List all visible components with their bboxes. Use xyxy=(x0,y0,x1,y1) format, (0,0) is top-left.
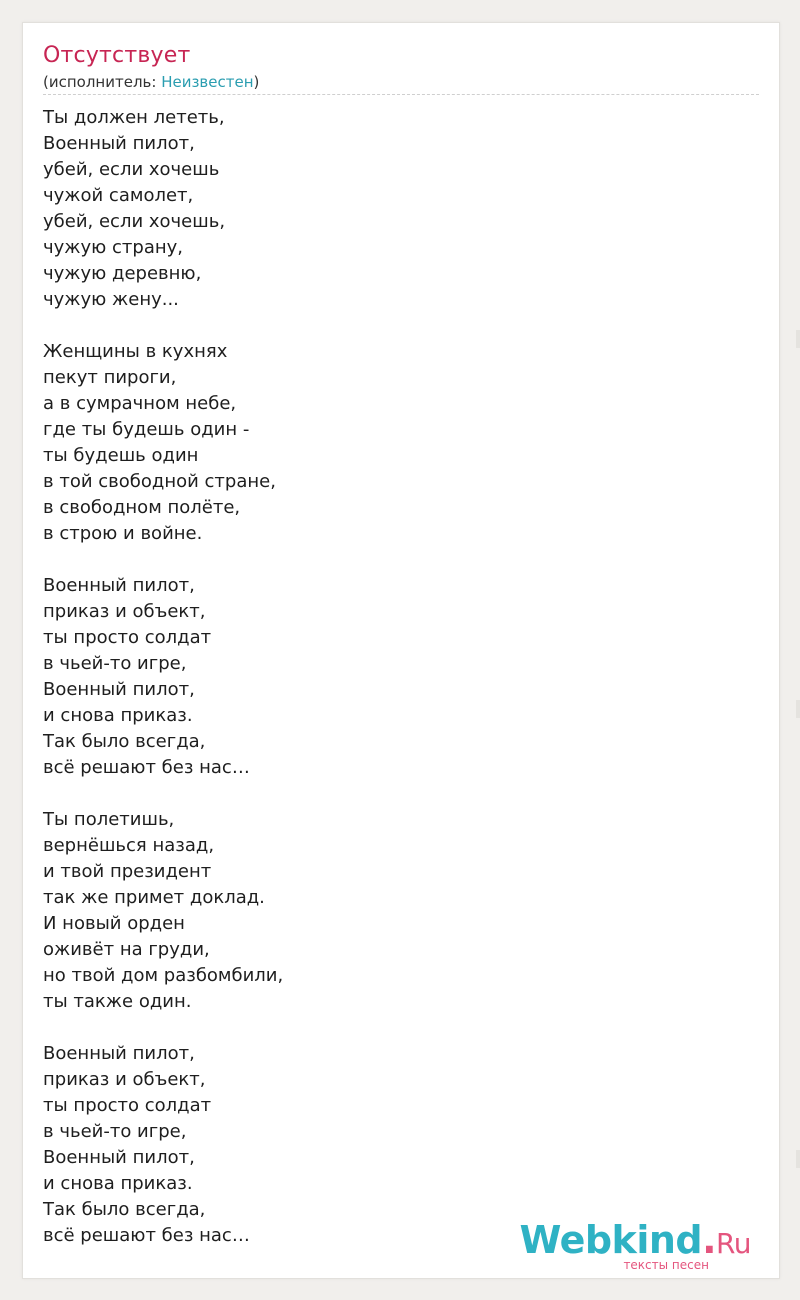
lyric-line: оживёт на груди, xyxy=(43,939,210,960)
logo-tagline: тексты песен xyxy=(623,1258,709,1272)
logo-tld: Ru xyxy=(716,1227,751,1260)
lyric-line: чужую жену... xyxy=(43,289,179,310)
lyric-line: Так было всегда, xyxy=(43,731,206,752)
lyric-line: Женщины в кухнях xyxy=(43,341,228,362)
logo-brand: Webkind xyxy=(519,1218,703,1262)
artist-line xyxy=(43,73,259,91)
lyric-line: ты просто солдат xyxy=(43,1095,212,1116)
lyrics-card xyxy=(22,22,780,1279)
lyric-line: приказ и объект, xyxy=(43,1069,206,1090)
lyric-line: ты будешь один xyxy=(43,445,199,466)
stanza xyxy=(43,807,283,1015)
lyric-line: но твой дом разбомбили, xyxy=(43,965,284,986)
artist-suffix: ) xyxy=(253,73,260,91)
lyric-line: Ты должен лететь, xyxy=(43,107,225,128)
lyric-line: Военный пилот, xyxy=(43,133,195,154)
artist-prefix: (исполнитель: xyxy=(43,73,162,91)
lyric-line: Военный пилот, xyxy=(43,1147,195,1168)
lyric-line: ты также один. xyxy=(43,991,192,1012)
lyric-line: Военный пилот, xyxy=(43,1043,195,1064)
lyric-line: и снова приказ. xyxy=(43,1173,193,1194)
artist-link[interactable]: Неизвестен xyxy=(161,73,254,91)
lyric-line: всё решают без нас… xyxy=(43,1225,250,1246)
lyric-line: а в сумрачном небе, xyxy=(43,393,237,414)
lyric-line: и снова приказ. xyxy=(43,705,193,726)
lyric-line: Ты полетишь, xyxy=(43,809,175,830)
lyric-line: приказ и объект, xyxy=(43,601,206,622)
stanza xyxy=(43,339,283,547)
edge-decoration xyxy=(796,700,800,718)
lyric-line: ты просто солдат xyxy=(43,627,212,648)
lyric-line: чужую деревню, xyxy=(43,263,202,284)
lyric-line: Так было всегда, xyxy=(43,1199,206,1220)
lyric-line: пекут пироги, xyxy=(43,367,177,388)
stanza xyxy=(43,1041,283,1249)
lyric-line: вернёшься назад, xyxy=(43,835,215,856)
lyric-line: всё решают без нас… xyxy=(43,757,250,778)
lyric-line: чужую страну, xyxy=(43,237,184,258)
lyric-line: убей, если хочешь, xyxy=(43,211,226,232)
lyrics-body xyxy=(43,105,283,1249)
logo-dot: . xyxy=(702,1218,717,1262)
webkind-logo[interactable] xyxy=(520,1220,751,1272)
lyric-line: где ты будешь один - xyxy=(43,419,250,440)
lyric-line: в чьей-то игре, xyxy=(43,653,187,674)
lyric-line: так же примет доклад. xyxy=(43,887,265,908)
lyric-line: Военный пилот, xyxy=(43,679,195,700)
lyric-line: Военный пилот, xyxy=(43,575,195,596)
stanza xyxy=(43,573,283,781)
lyric-line: в строю и войне. xyxy=(43,523,203,544)
edge-decoration xyxy=(796,1150,800,1168)
lyric-line: в свободном полёте, xyxy=(43,497,241,518)
lyric-line: в чьей-то игре, xyxy=(43,1121,187,1142)
title-divider xyxy=(43,94,759,95)
lyric-line: в той свободной стране, xyxy=(43,471,276,492)
song-title: Отсутствует xyxy=(43,43,191,68)
lyric-line: чужой самолет, xyxy=(43,185,194,206)
edge-decoration xyxy=(796,330,800,348)
stanza xyxy=(43,105,283,313)
lyric-line: убей, если хочешь xyxy=(43,159,220,180)
lyric-line: И новый орден xyxy=(43,913,185,934)
lyric-line: и твой президент xyxy=(43,861,212,882)
